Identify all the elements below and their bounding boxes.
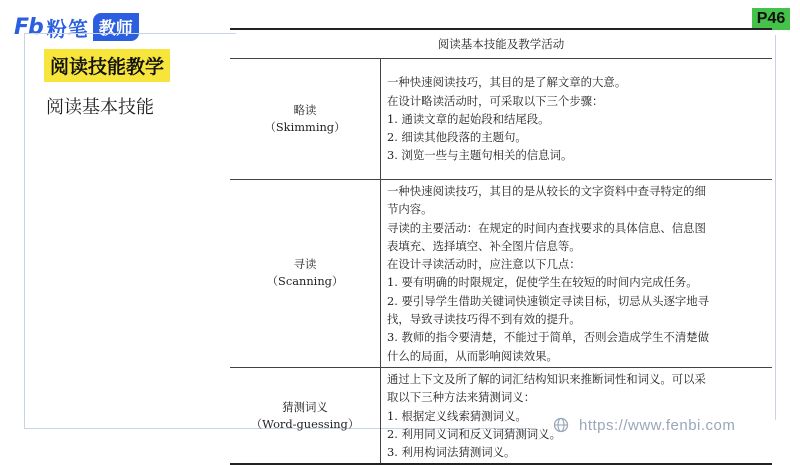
desc-line: 节内容。 bbox=[387, 202, 433, 217]
website-footer bbox=[553, 415, 735, 435]
desc-line: 3. 教师的指令要清楚，不能过于简单，否则会造成学生不清楚做 bbox=[387, 330, 710, 345]
desc-line: 2. 利用同义词和反义词猜测词义。 bbox=[387, 426, 561, 441]
desc-line: 找，导致寻读技巧得不到有效的提升。 bbox=[387, 312, 581, 327]
desc-line: 1. 通读文章的起始段和结尾段。 bbox=[387, 111, 550, 126]
section-title: 阅读技能教学 bbox=[44, 49, 170, 82]
frame-line-left bbox=[24, 33, 25, 428]
page-number-badge: P46 bbox=[752, 8, 790, 30]
logo-name: 粉笔 bbox=[46, 16, 89, 41]
sub-title: 阅读基本技能 bbox=[46, 97, 154, 118]
logo-mark: Fb bbox=[14, 14, 43, 40]
skills-table bbox=[230, 28, 772, 465]
desc-line: 取以下三种方法来猜测词义： bbox=[387, 390, 536, 405]
row-label bbox=[230, 59, 381, 180]
desc-line: 2. 细读其他段落的主题句。 bbox=[387, 130, 527, 145]
skill-name: 略读 bbox=[293, 103, 317, 117]
table-row-skimming bbox=[230, 59, 772, 180]
logo-pill: 教师 bbox=[93, 13, 139, 41]
desc-line: 1. 要有明确的时限规定，促使学生在较短的时间内完成任务。 bbox=[387, 275, 698, 290]
desc-line: 表填充、选择填空、补全图片信息等。 bbox=[387, 238, 581, 253]
frame-line-top bbox=[24, 33, 236, 34]
desc-line: 通过上下文及所了解的词汇结构知识来推断词性和词义。可以采 bbox=[387, 371, 706, 386]
desc-line: 2. 要引导学生借助关键词快速锁定寻读目标，切忌从头逐字地寻 bbox=[387, 293, 710, 308]
table-caption: 阅读基本技能及教学活动 bbox=[230, 29, 772, 59]
desc-line: 什么的局面，从而影响阅读效果。 bbox=[387, 348, 558, 363]
frame-line-right bbox=[775, 35, 776, 420]
desc-line: 3. 利用构词法猜测词义。 bbox=[387, 445, 516, 460]
desc-line: 1. 根据定义线索猜测词义。 bbox=[387, 408, 527, 423]
row-label bbox=[230, 180, 381, 368]
website-url: https://www.fenbi.com bbox=[579, 416, 736, 434]
skill-english: （Skimming） bbox=[264, 120, 346, 134]
row-description bbox=[381, 180, 773, 368]
desc-line: 寻读的主要活动：在规定的时间内查找要求的具体信息、信息图 bbox=[387, 220, 706, 235]
skill-english: （Word-guessing） bbox=[250, 416, 360, 431]
row-description bbox=[381, 59, 773, 180]
table-row-scanning bbox=[230, 180, 772, 368]
desc-line: 一种快速阅读技巧，其目的是从较长的文字资料中查寻特定的细 bbox=[387, 184, 706, 198]
skill-name: 寻读 bbox=[293, 257, 317, 272]
desc-line: 在设计略读活动时，可采取以下三个步骤： bbox=[387, 93, 604, 108]
fenbi-logo bbox=[14, 14, 139, 40]
skill-english: （Scanning） bbox=[266, 274, 344, 289]
desc-line: 一种快速阅读技巧，其目的是了解文章的大意。 bbox=[387, 75, 627, 90]
globe-icon bbox=[553, 417, 569, 433]
desc-line: 在设计寻读活动时，应注意以下几点： bbox=[387, 257, 581, 272]
desc-line: 3. 浏览一些与主题句相关的信息词。 bbox=[387, 148, 573, 163]
skill-name: 猜测词义 bbox=[282, 399, 328, 414]
